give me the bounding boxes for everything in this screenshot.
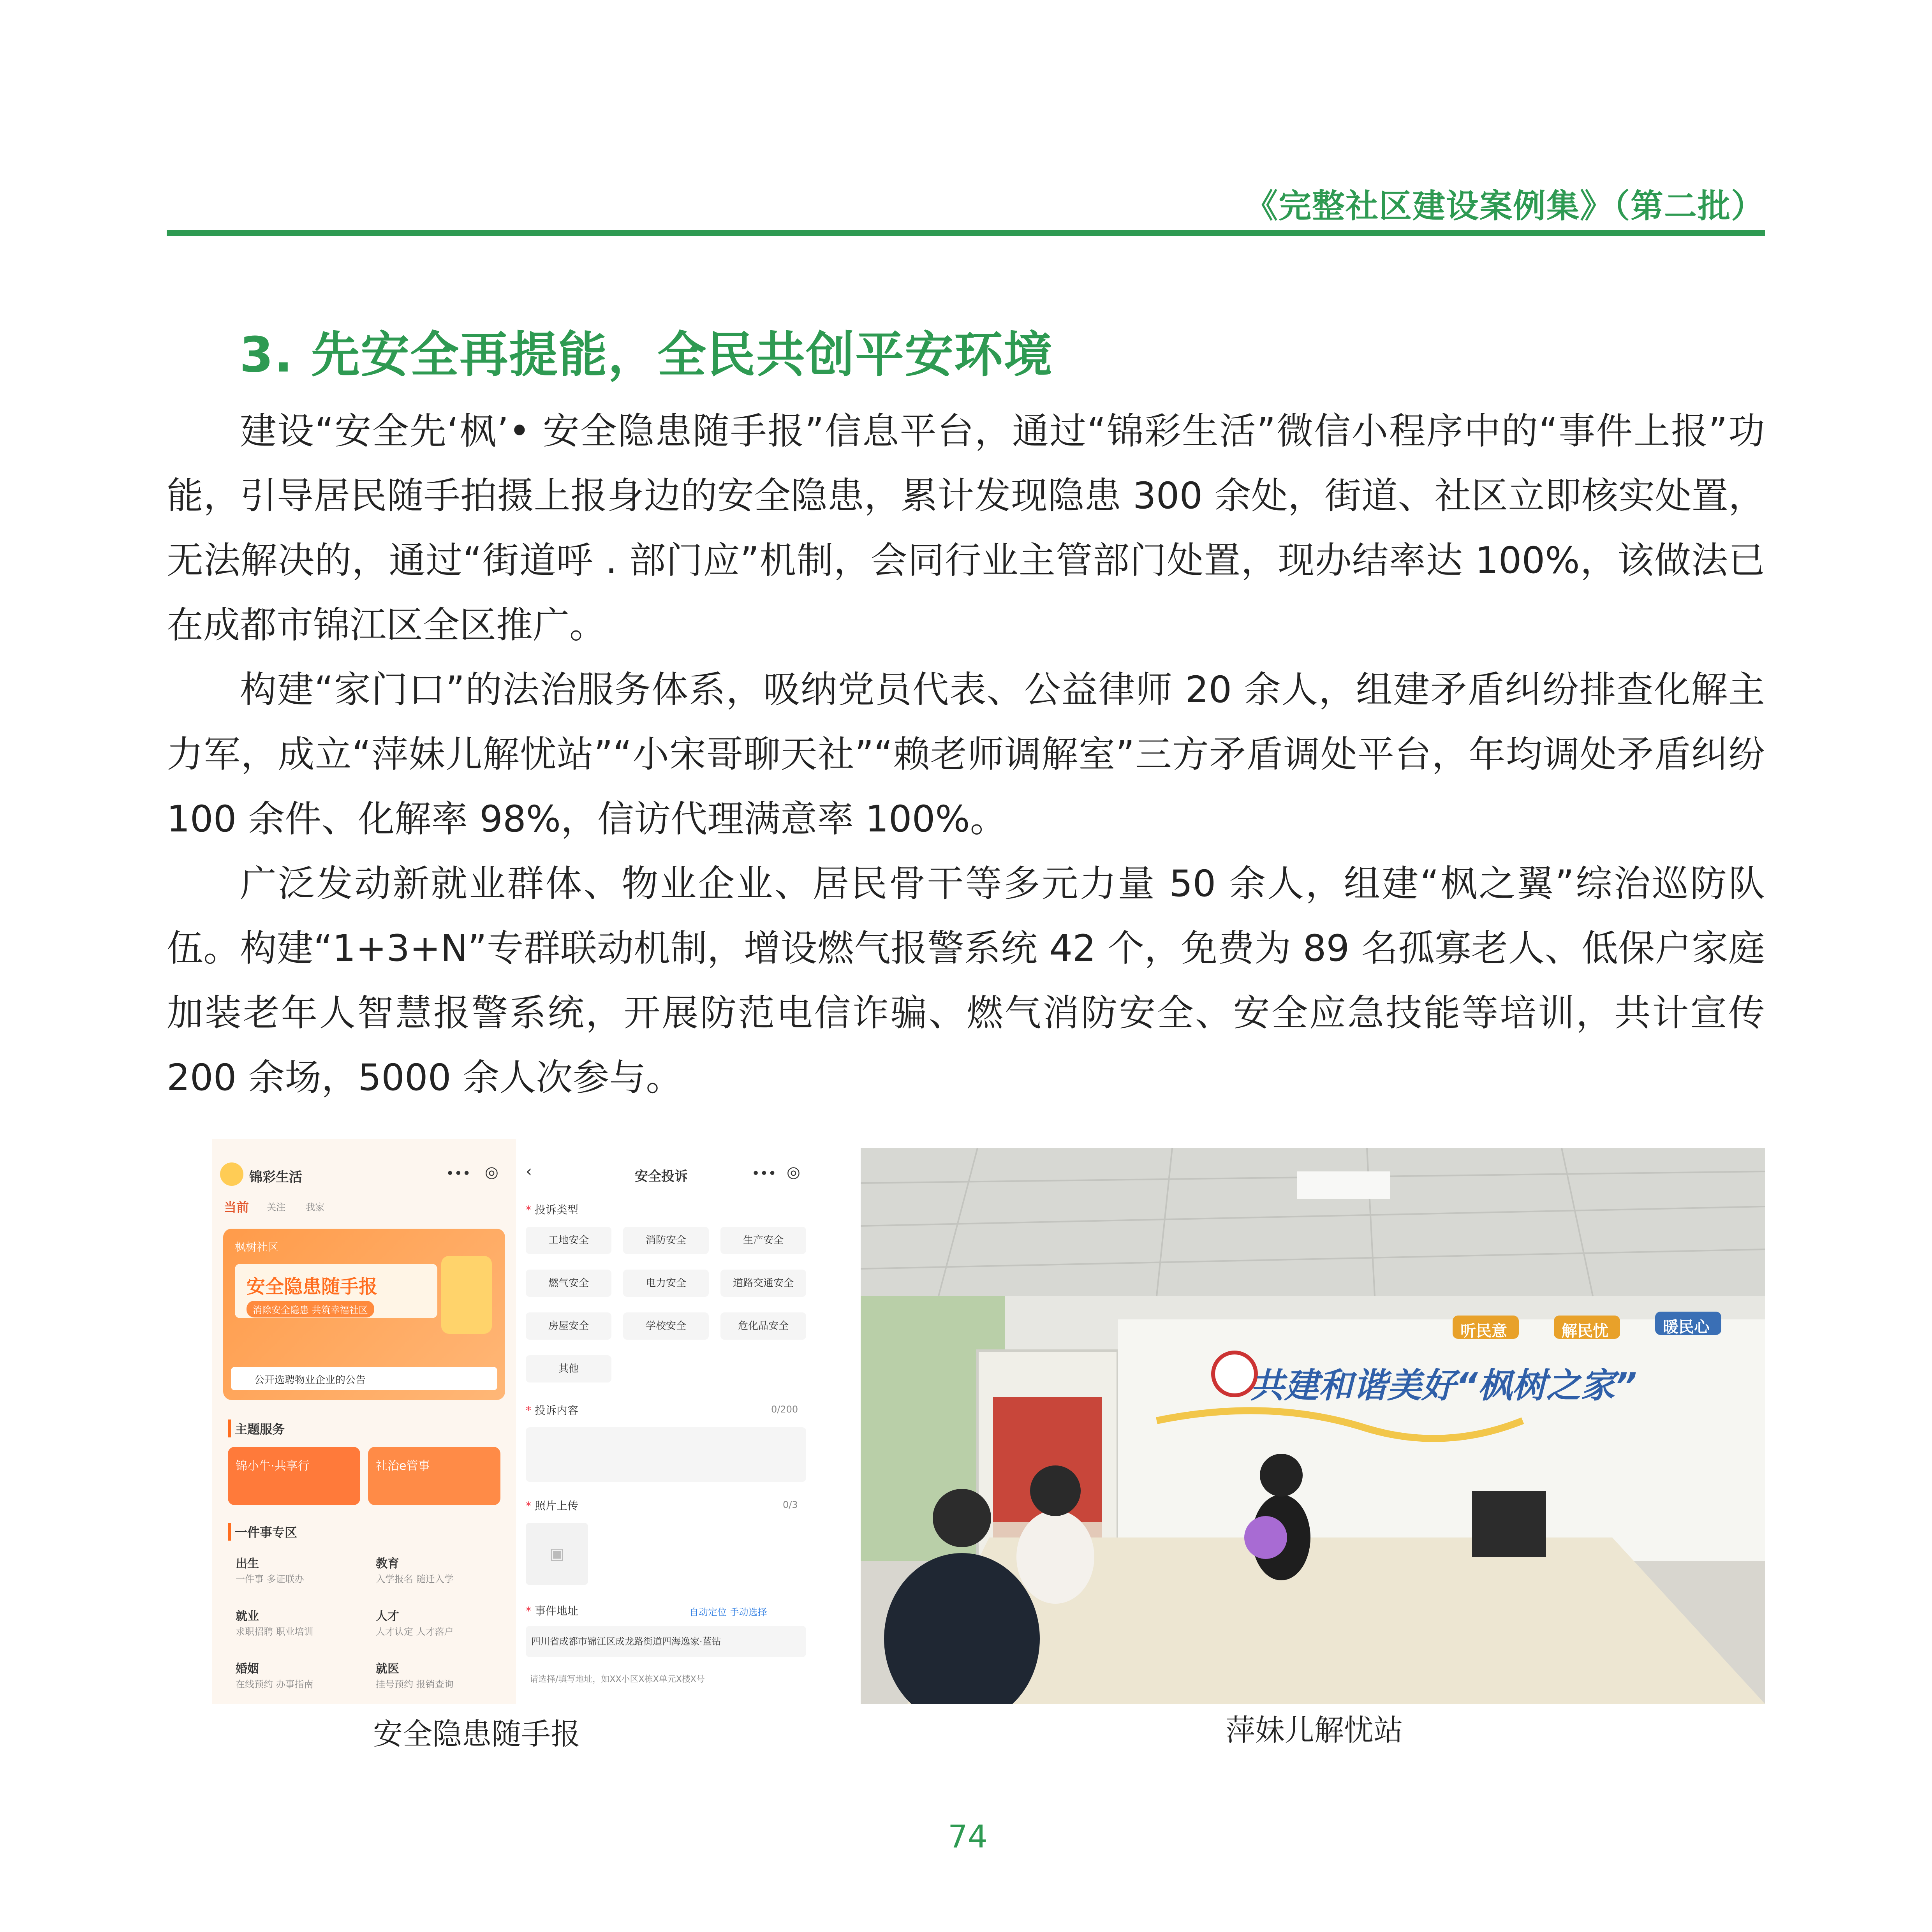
back-icon[interactable]: ‹ bbox=[526, 1162, 532, 1180]
item-talent-sub: 人才认定 人才落户 bbox=[376, 1626, 454, 1637]
theme-section-title: 主题服务 bbox=[228, 1420, 285, 1437]
caption-right: 萍妹儿解忧站 bbox=[1226, 1713, 1403, 1747]
item-medical[interactable]: 就医 bbox=[376, 1662, 399, 1676]
tab-current[interactable]: 当前 bbox=[224, 1200, 249, 1215]
type-construction[interactable]: 工地安全 bbox=[526, 1227, 611, 1254]
item-marriage[interactable]: 婚姻 bbox=[236, 1662, 259, 1676]
paragraph-2: 构建“家门口”的法治服务体系，吸纳党员代表、公益律师 20 余人，组建矛盾纠纷排查化解主力军，成立“萍妹儿解忧站”“小宋哥聊天社”“赖老师调解室”三方矛盾调处平台，年均调处矛盾纠纷 100 余件、化解率 98%，信访代理满意率 100%。 bbox=[167, 669, 1765, 840]
wall-badge-2: 解民忧 bbox=[1562, 1322, 1608, 1340]
community-label: 枫树社区 bbox=[235, 1241, 279, 1254]
item-birth[interactable]: 出生 bbox=[236, 1557, 259, 1571]
page-number: 74 bbox=[948, 1819, 988, 1855]
address-value[interactable]: 四川省成都市锦江区成龙路街道四海逸家·蓝钻 bbox=[526, 1626, 806, 1657]
item-employment-sub: 求职招聘 职业培训 bbox=[236, 1626, 313, 1637]
more-icon[interactable]: ••• bbox=[446, 1166, 471, 1182]
type-housing[interactable]: 房屋安全 bbox=[526, 1312, 611, 1340]
locate-actions[interactable]: 自动定位 手动选择 bbox=[689, 1607, 767, 1618]
type-fire[interactable]: 消防安全 bbox=[623, 1227, 709, 1254]
item-birth-sub: 一件事 多证联办 bbox=[236, 1574, 304, 1585]
type-traffic[interactable]: 道路交通安全 bbox=[720, 1270, 806, 1297]
banner-card[interactable] bbox=[223, 1229, 505, 1400]
app-logo-icon bbox=[220, 1162, 243, 1186]
caption-left: 安全隐患随手报 bbox=[373, 1717, 580, 1751]
item-education[interactable]: 教育 bbox=[376, 1557, 399, 1571]
item-medical-sub: 挂号预约 报销查询 bbox=[376, 1679, 454, 1690]
app-screenshot-complaint bbox=[518, 1139, 814, 1704]
item-talent[interactable]: 人才 bbox=[376, 1610, 399, 1623]
app-screenshot-home bbox=[212, 1139, 516, 1704]
camera-icon[interactable]: ▣ bbox=[526, 1523, 588, 1585]
paragraph-3: 广泛发动新就业群体、物业企业、居民骨干等多元力量 50 余人，组建“枫之翼”综治巡防队伍。构建“1+3+N”专群联动机制，增设燃气报警系统 42 个，免费为 89 名孤寡老人、低保户家庭加装老年人智慧报警系统，开展防范电信诈骗、燃气消防安全、安全应急技能等培训，共计宣传 200 余场，5000 余人次参与。 bbox=[167, 863, 1765, 1099]
type-hazmat[interactable]: 危化品安全 bbox=[720, 1312, 806, 1340]
complaint-title: 安全投诉 bbox=[635, 1169, 688, 1184]
theme-card-2[interactable] bbox=[368, 1447, 500, 1505]
type-power[interactable]: 电力安全 bbox=[623, 1270, 709, 1297]
complaint-content-label: * 投诉内容 bbox=[526, 1404, 578, 1417]
notice-text: 公开选聘物业企业的公告 bbox=[254, 1374, 366, 1386]
type-school[interactable]: 学校安全 bbox=[623, 1312, 709, 1340]
paragraph-1: 建设“安全先‘枫’• 安全隐患随手报”信息平台，通过“锦彩生活”微信小程序中的“事件上报”功能，引导居民随手拍摄上报身边的安全隐患，累计发现隐患 300 余处，街道、社区立即核实处置，无法解决的，通过“街道呼 . 部门应”机制，会同行业主管部门处置，现办结率达 100%，该做法已在成都市锦江区全区推广。 bbox=[167, 410, 1765, 646]
theme-card-1[interactable] bbox=[228, 1447, 360, 1505]
banner-title: 安全隐患随手报 bbox=[247, 1276, 378, 1298]
app-name: 锦彩生活 bbox=[249, 1169, 302, 1185]
more-icon[interactable]: ••• bbox=[752, 1166, 777, 1182]
theme-card-1-label: 锦小牛·共享行 bbox=[236, 1459, 310, 1473]
tab-home[interactable]: 我家 bbox=[306, 1202, 324, 1213]
item-employment[interactable]: 就业 bbox=[236, 1610, 259, 1623]
tab-follow[interactable]: 关注 bbox=[267, 1202, 285, 1213]
onething-section-title: 一件事专区 bbox=[228, 1523, 297, 1541]
photo-mediation-station bbox=[861, 1148, 1765, 1704]
banner-subtitle: 消除安全隐患 共筑幸福社区 bbox=[247, 1301, 374, 1317]
close-target-icon[interactable]: ◎ bbox=[485, 1163, 498, 1181]
running-header: 《完整社区建设案例集》（第二批） bbox=[1245, 187, 1765, 225]
hand-phone-icon bbox=[441, 1256, 492, 1334]
address-placeholder[interactable]: 请选择/填写地址，如XX小区X栋X单元X楼X号 bbox=[530, 1675, 705, 1684]
photo-counter: 0/3 bbox=[783, 1499, 798, 1510]
photo-upload-label: * 照片上传 bbox=[526, 1499, 578, 1512]
item-marriage-sub: 在线预约 办事指南 bbox=[236, 1679, 313, 1690]
theme-card-2-label: 社治e管事 bbox=[376, 1459, 430, 1473]
section-title: 3. 先安全再提能，全民共创平安环境 bbox=[240, 327, 1053, 383]
item-education-sub: 入学报名 随迁入学 bbox=[376, 1574, 454, 1585]
wall-badge-1: 听民意 bbox=[1460, 1322, 1507, 1340]
type-gas[interactable]: 燃气安全 bbox=[526, 1270, 611, 1297]
wall-badge-3: 暖民心 bbox=[1663, 1318, 1710, 1336]
close-target-icon[interactable]: ◎ bbox=[787, 1163, 800, 1181]
complaint-type-label: * 投诉类型 bbox=[526, 1203, 578, 1216]
address-label: * 事件地址 bbox=[526, 1604, 578, 1617]
wall-slogan: 共建和谐美好“枫树之家” bbox=[1250, 1365, 1637, 1405]
type-other[interactable]: 其他 bbox=[526, 1355, 611, 1383]
content-counter: 0/200 bbox=[771, 1404, 798, 1415]
header-rule bbox=[167, 230, 1765, 236]
type-production[interactable]: 生产安全 bbox=[720, 1227, 806, 1254]
content-textarea[interactable] bbox=[526, 1427, 806, 1482]
